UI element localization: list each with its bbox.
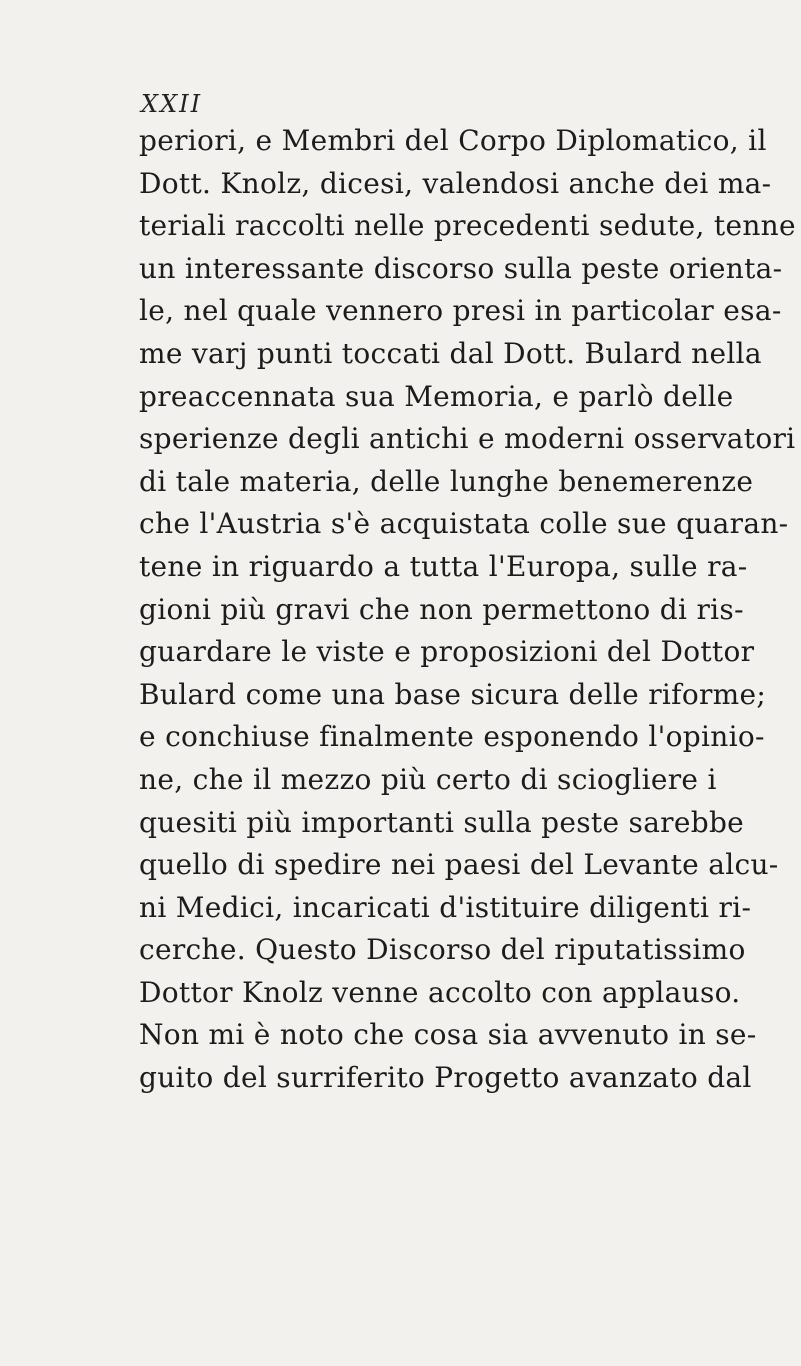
text-line: quesiti più importanti sulla peste sarebbe: [139, 805, 745, 839]
text-line: un interessante discorso sulla peste orienta-: [139, 251, 783, 285]
text-line: le, nel quale vennero presi in particolar esa-: [139, 294, 782, 328]
text-line: Bulard come una base sicura delle riforme;: [139, 677, 767, 711]
text-line: me varj punti toccati dal Dott. Bulard nella: [139, 336, 762, 370]
text-line: tene in riguardo a tutta l'Europa, sulle ra-: [139, 549, 748, 583]
text-line: e conchiuse finalmente esponendo l'opinio-: [139, 720, 765, 754]
text-line: gioni più gravi che non permettono di ris-: [139, 592, 744, 626]
text-line: sperienze degli antichi e moderni osservatori: [139, 422, 796, 456]
text-line: Non mi è noto che cosa sia avvenuto in se-: [139, 1018, 757, 1052]
text-line: preaccennata sua Memoria, e parlò delle: [139, 379, 734, 413]
text-line: ne, che il mezzo più certo di sciogliere i: [139, 762, 717, 796]
text-line: ni Medici, incaricati d'istituire diligenti ri-: [139, 890, 752, 924]
text-line: cerche. Questo Discorso del riputatissimo: [139, 933, 746, 967]
text-line: guardare le viste e proposizioni del Dottor: [139, 635, 755, 669]
text-line: Dott. Knolz, dicesi, valendosi anche dei ma-: [139, 166, 772, 200]
text-line: periori, e Membri del Corpo Diplomatico, il: [139, 124, 767, 157]
text-line: quello di spedire nei paesi del Levante alcu-: [139, 848, 779, 882]
page-number: XXII: [141, 90, 203, 118]
text-line: Dottor Knolz venne accolto con applauso.: [139, 975, 741, 1009]
text-line: teriali raccolti nelle precedenti sedute, tenne: [139, 209, 796, 243]
text-line: che l'Austria s'è acquistata colle sue quaran-: [139, 507, 789, 541]
body-text: [139, 120, 796, 1100]
text-line: di tale materia, delle lunghe benemerenze: [139, 464, 754, 498]
text-line: guito del surriferito Progetto avanzato dal: [139, 1061, 752, 1095]
